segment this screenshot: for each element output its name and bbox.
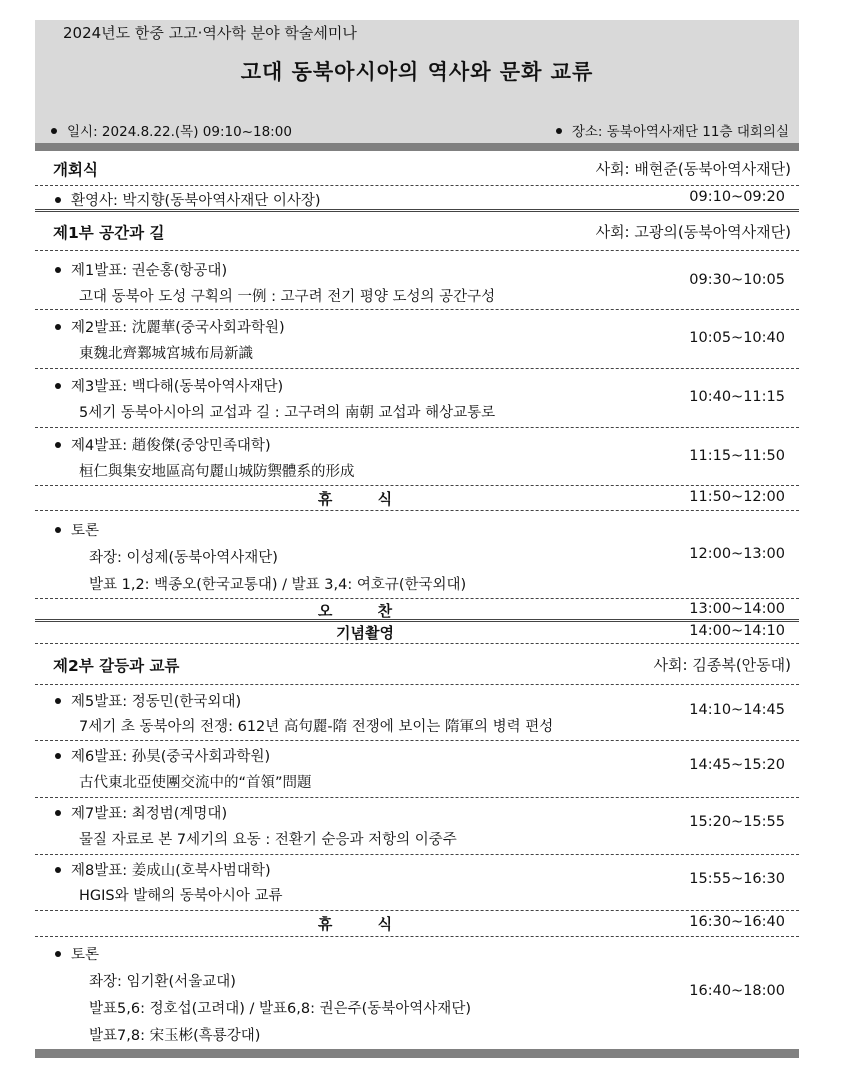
discussion-text: 토론 <box>71 523 100 539</box>
discussion-row <box>35 511 799 599</box>
talk-topic: 東魏北齊鄴城宮城布局新識 <box>79 346 253 362</box>
welcome-text: 환영사: 박지향(동북아역사재단 이사장) <box>71 193 321 209</box>
speaker-text: 제8발표: 姜成山(호북사범대학) <box>71 863 271 879</box>
session-time: 10:40~11:15 <box>689 389 785 405</box>
opening-section-header <box>35 151 799 186</box>
bullet-icon <box>55 698 61 704</box>
lunch-label: 오 찬 <box>317 602 413 620</box>
bullet-icon <box>556 128 562 134</box>
session-time: 13:00~14:00 <box>689 601 785 617</box>
talk-row <box>35 369 799 428</box>
break-label: 휴 식 <box>317 915 413 933</box>
speaker-text: 제2발표: 沈麗華(중국사회과학원) <box>71 320 285 336</box>
speaker-text: 제1발표: 권순홍(항공대) <box>71 263 228 279</box>
divider-bar <box>35 1049 799 1058</box>
session-time: 16:40~18:00 <box>689 983 785 999</box>
date-info <box>51 120 292 140</box>
talk-speaker <box>55 434 271 455</box>
speaker-text: 제5발표: 정동민(한국외대) <box>71 694 242 710</box>
divider-bar <box>35 143 799 151</box>
bullet-icon <box>55 951 61 957</box>
session-time: 09:10~09:20 <box>689 189 785 205</box>
welcome-row <box>35 186 799 212</box>
lunch-row <box>35 599 799 622</box>
talk-speaker <box>55 316 285 337</box>
talk-topic: HGIS와 발해의 동북아시아 교류 <box>79 888 283 904</box>
seminar-program <box>35 20 799 1058</box>
talk-topic: 5세기 동북아시아의 교섭과 길 : 고구려의 南朝 교섭과 해상교통로 <box>79 405 496 421</box>
bullet-icon <box>51 128 57 134</box>
discussion-text: 토론 <box>71 947 100 963</box>
venue-text: 장소: 동북아역사재단 11층 대회의실 <box>571 124 789 140</box>
section-title: 개회식 <box>53 161 98 179</box>
part2-section-header <box>35 644 799 685</box>
session-time: 15:20~15:55 <box>689 814 785 830</box>
talk-row <box>35 741 799 798</box>
photo-label: 기념촬영 <box>336 624 394 642</box>
talk-speaker <box>55 259 227 280</box>
session-time: 11:15~11:50 <box>689 448 785 464</box>
discussion-label <box>55 943 99 964</box>
bullet-icon <box>55 867 61 873</box>
talk-speaker <box>55 859 271 880</box>
bullet-icon <box>55 267 61 273</box>
discussion-label <box>55 519 99 540</box>
talk-row <box>35 855 799 911</box>
seminar-subtitle: 2024년도 한중 고고·역사학 분야 학술세미나 <box>63 24 357 42</box>
session-time: 15:55~16:30 <box>689 871 785 887</box>
discussion-panel: 발표 1,2: 백종오(한국교통대) / 발표 3,4: 여호규(한국외대) <box>89 577 467 593</box>
session-time: 14:10~14:45 <box>689 702 785 718</box>
session-time: 12:00~13:00 <box>689 546 785 562</box>
talk-speaker <box>55 745 270 766</box>
session-time: 10:05~10:40 <box>689 330 785 346</box>
talk-topic: 고대 동북아 도성 구획의 一例 : 고구려 전기 평양 도성의 공간구성 <box>79 289 496 305</box>
section-title: 제2부 갈등과 교류 <box>53 657 180 675</box>
talk-topic: 7세기 초 동북아의 전쟁: 612년 高句麗-隋 전쟁에 보이는 隋軍의 병력 편성 <box>79 719 554 735</box>
speaker-text: 제6발표: 孙昊(중국사회과학원) <box>71 749 271 765</box>
bullet-icon <box>55 753 61 759</box>
session-time: 09:30~10:05 <box>689 272 785 288</box>
talk-row <box>35 251 799 310</box>
bullet-icon <box>55 324 61 330</box>
bullet-icon <box>55 442 61 448</box>
session-time: 14:45~15:20 <box>689 757 785 773</box>
bullet-icon <box>55 527 61 533</box>
welcome-line <box>55 189 321 210</box>
talk-row <box>35 798 799 855</box>
discussion-chair: 좌장: 이성제(동북아역사재단) <box>89 550 278 566</box>
speaker-text: 제7발표: 최정범(계명대) <box>71 806 228 822</box>
talk-topic: 桓仁與集安地區高句麗山城防禦體系的形成 <box>79 464 355 480</box>
break-label: 휴 식 <box>317 490 413 508</box>
section-host: 사회: 김종복(안동대) <box>653 656 791 674</box>
section-host: 사회: 고광의(동북아역사재단) <box>595 223 791 241</box>
discussion-panel: 발표5,6: 정호섭(고려대) / 발표6,8: 권은주(동북아역사재단) <box>89 1001 471 1017</box>
talk-row <box>35 310 799 369</box>
seminar-title: 고대 동북아시아의 역사와 문화 교류 <box>240 60 594 84</box>
section-title: 제1부 공간과 길 <box>53 224 165 242</box>
bullet-icon <box>55 810 61 816</box>
discussion-row <box>35 937 799 1049</box>
talk-speaker <box>55 690 241 711</box>
bullet-icon <box>55 197 61 203</box>
talk-speaker <box>55 802 227 823</box>
date-text: 일시: 2024.8.22.(목) 09:10~18:00 <box>67 124 292 140</box>
session-time: 14:00~14:10 <box>689 623 785 639</box>
part1-section-header <box>35 212 799 251</box>
talk-topic: 古代東北亞使團交流中的“首領”問題 <box>79 775 312 791</box>
talk-speaker <box>55 375 283 396</box>
discussion-panel-2: 발표7,8: 宋玉彬(흑룡강대) <box>89 1028 261 1044</box>
program-header <box>35 20 799 143</box>
discussion-chair: 좌장: 임기환(서울교대) <box>89 974 236 990</box>
session-time: 16:30~16:40 <box>689 914 785 930</box>
break-row <box>35 911 799 937</box>
talk-topic: 물질 자료로 본 7세기의 요동 : 전환기 순응과 저항의 이중주 <box>79 832 457 848</box>
section-host: 사회: 배현준(동북아역사재단) <box>595 160 791 178</box>
break-row <box>35 486 799 511</box>
talk-row <box>35 428 799 486</box>
photo-row <box>35 622 799 644</box>
bullet-icon <box>55 383 61 389</box>
speaker-text: 제3발표: 백다해(동북아역사재단) <box>71 379 284 395</box>
talk-row <box>35 685 799 741</box>
session-time: 11:50~12:00 <box>689 489 785 505</box>
speaker-text: 제4발표: 趙俊傑(중앙민족대학) <box>71 438 271 454</box>
venue-info <box>556 120 789 140</box>
